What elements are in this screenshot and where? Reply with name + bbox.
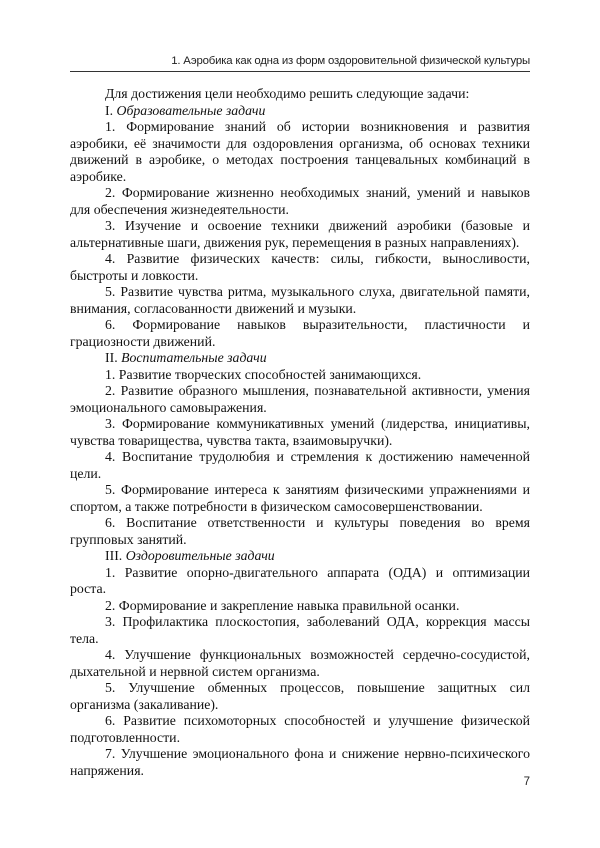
section-numeral: II.	[105, 350, 122, 365]
list-item: 1. Развитие творческих способностей занимающихся.	[105, 366, 422, 382]
list-item: 7. Улучшение эмоционального фона и снижение нервно-психического напряжения.	[70, 746, 530, 778]
page-number: 7	[523, 776, 530, 788]
list-item: 2. Развитие образного мышления, познавательной активности, умения эмоционального самовыражения.	[70, 383, 530, 415]
list-item: 2. Формирование жизненно необходимых знаний, умений и навыков для обеспечения жизнедеятельности.	[70, 185, 530, 217]
section-numeral: I.	[105, 102, 117, 118]
list-item: 3. Профилактика плоскостопия, заболеваний ОДА, коррекция массы тела.	[70, 614, 530, 646]
list-item: 6. Воспитание ответственности и культуры поведения во время групповых занятий.	[70, 515, 530, 547]
section-heading-upbringing	[70, 350, 530, 367]
header-rule	[70, 71, 530, 72]
section-numeral: III.	[105, 548, 126, 563]
list-item: 6. Развитие психомоторных способностей и улучшение физической подготовленности.	[70, 713, 530, 745]
list-item: 5. Улучшение обменных процессов, повышение защитных сил организма (закаливание).	[70, 680, 530, 712]
list-item: 5. Формирование интереса к занятиям физическими упражнениями и спортом, а также потребности в физическом самосовершенствовании.	[70, 482, 530, 514]
running-head: 1. Аэробика как одна из форм оздоровительной физической культуры	[171, 55, 530, 67]
list-item: 2. Формирование и закрепление навыка правильной осанки.	[105, 597, 460, 613]
section-title: Оздоровительные задачи	[125, 548, 275, 563]
list-item: 3. Формирование коммуникативных умений (лидерства, инициативы, чувства товарищества, чувства такта, взаимовыручки).	[70, 416, 530, 448]
list-item: 1. Формирование знаний об истории возникновения и развития аэробики, её значимости для оздоровления организма, об основах техники движений в аэробике, о методах построения танцевальных комбинаций в аэробике.	[70, 119, 530, 184]
list-item: 4. Воспитание трудолюбия и стремления к достижению намеченной цели.	[70, 449, 530, 481]
list-item: 5. Развитие чувства ритма, музыкального слуха, двигательной памяти, внимания, согласованности движений и музыки.	[70, 284, 530, 316]
intro-paragraph: Для достижения цели необходимо решить следующие задачи:	[105, 86, 470, 101]
section-heading-educational	[70, 103, 530, 120]
section-heading-health	[70, 548, 530, 565]
body-text	[70, 86, 530, 779]
list-item: 4. Развитие физических качеств: силы, гибкости, выносливости, быстроты и ловкости.	[70, 251, 530, 283]
list-item: 6. Формирование навыков выразительности, пластичности и грациозности движений.	[70, 317, 530, 349]
list-item: 3. Изучение и освоение техники движений аэробики (базовые и альтернативные шаги, движения рук, перемещения в разных направлениях).	[70, 218, 530, 250]
list-item: 4. Улучшение функциональных возможностей сердечно-сосудистой, дыхательной и нервной систем организма.	[70, 647, 530, 679]
section-title: Образовательные задачи	[116, 102, 266, 118]
list-item: 1. Развитие опорно-двигательного аппарата (ОДА) и оптимизации роста.	[70, 564, 530, 596]
section-title: Воспитательные задачи	[121, 350, 267, 365]
